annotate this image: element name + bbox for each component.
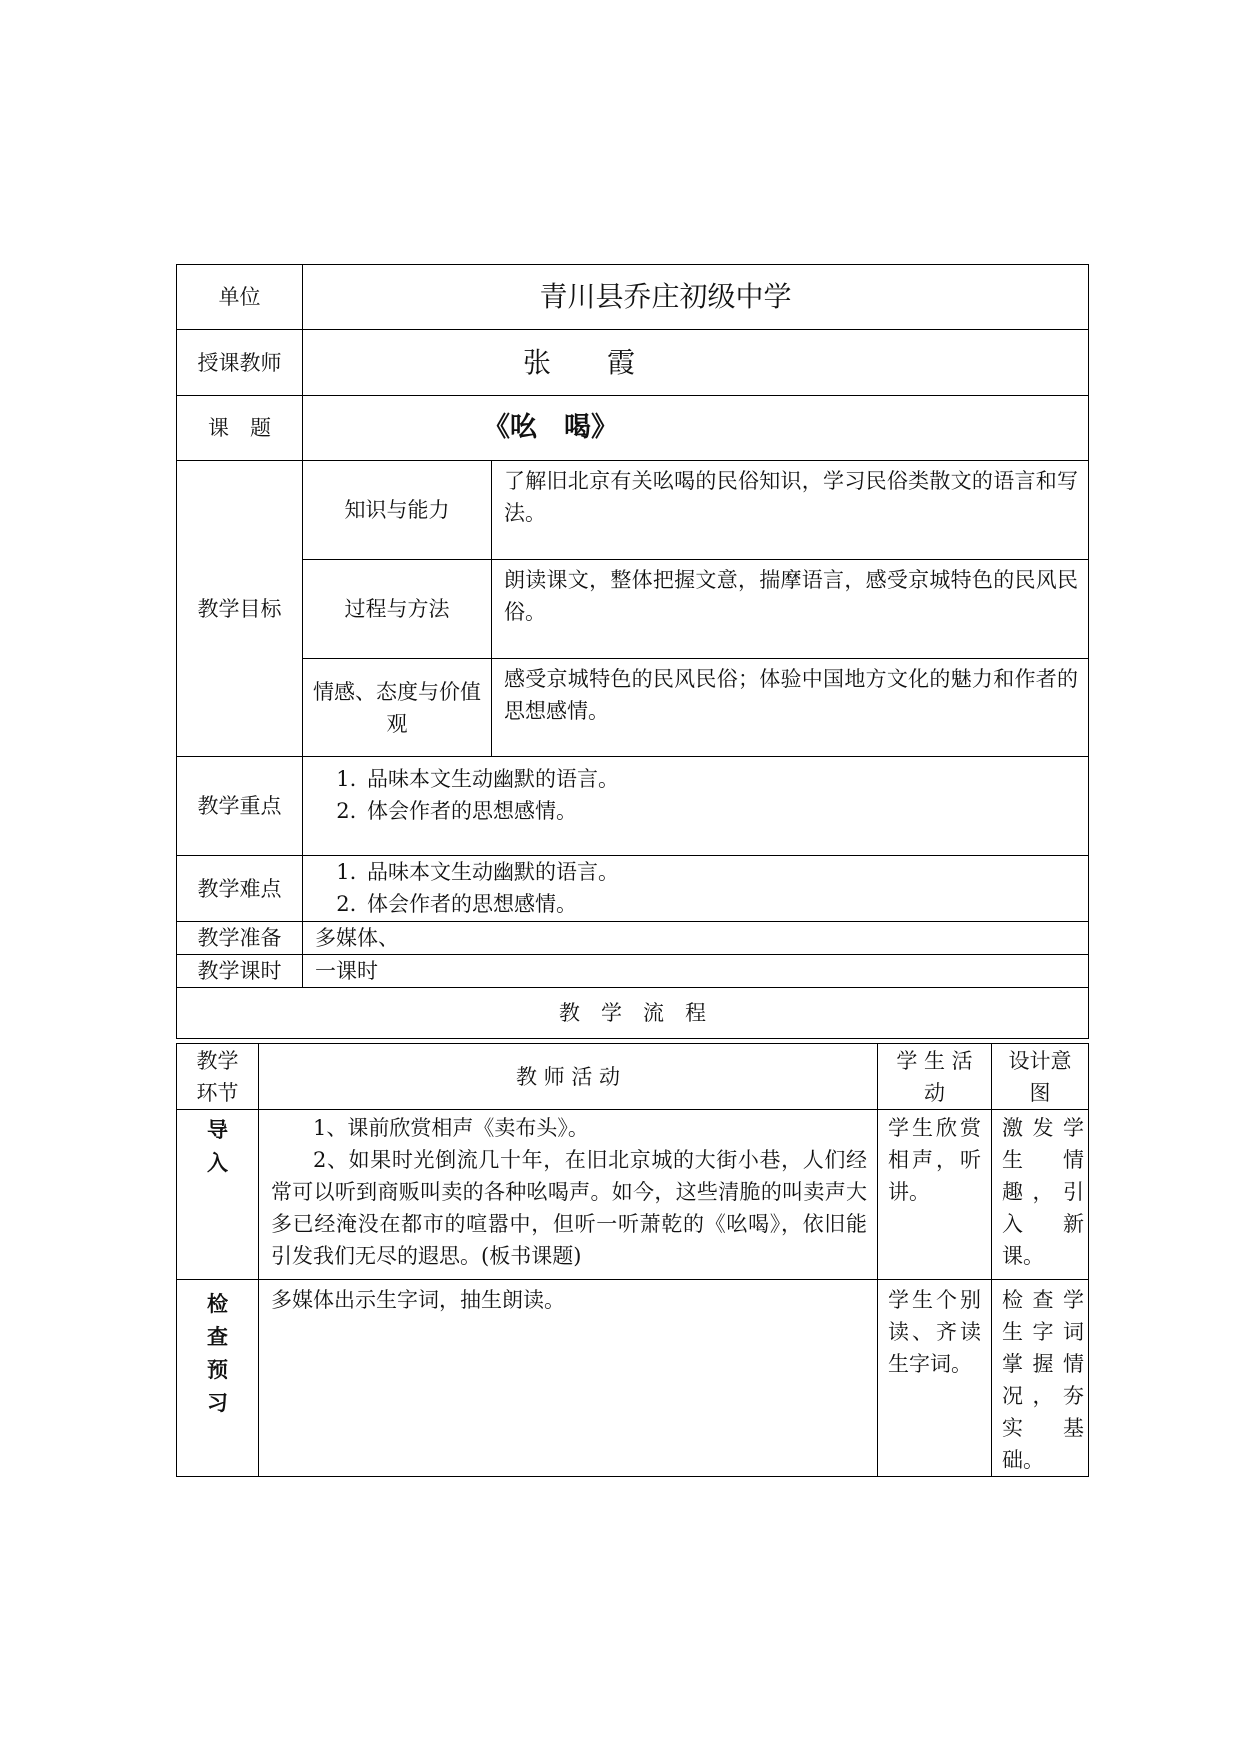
topic-row bbox=[177, 396, 1089, 461]
goal-category: 知识与能力 bbox=[303, 461, 492, 560]
key-points-row bbox=[177, 757, 1089, 856]
teacher-activity-line: 1、课前欣赏相声《卖布头》。 bbox=[313, 1116, 589, 1140]
flow-title-row bbox=[177, 988, 1089, 1039]
goal-text: 了解旧北京有关吆喝的民俗知识，学习民俗类散文的语言和写法。 bbox=[492, 461, 1089, 560]
stage-cell: 导入 bbox=[177, 1110, 259, 1280]
student-activity-cell: 学生欣赏相声，听讲。 bbox=[878, 1110, 992, 1280]
lesson-info-table bbox=[176, 264, 1089, 1039]
difficulties-row bbox=[177, 856, 1089, 922]
goal-text: 朗读课文，整体把握文意，揣摩语言，感受京城特色的民风民俗。 bbox=[492, 560, 1089, 659]
stage-cell: 检查预习 bbox=[177, 1280, 259, 1477]
unit-row bbox=[177, 265, 1089, 330]
hours-value: 一课时 bbox=[303, 955, 1089, 988]
key-points-label: 教学重点 bbox=[177, 757, 303, 856]
teacher-value: 张 霞 bbox=[303, 330, 1089, 396]
unit-label: 单位 bbox=[177, 265, 303, 330]
list-item: 1. 品味本文生动幽默的语言。 bbox=[363, 856, 1088, 888]
preparation-label: 教学准备 bbox=[177, 922, 303, 955]
teacher-activity-line: 2、如果时光倒流几十年，在旧北京城的大街小巷，人们经常可以听到商贩叫卖的各种吆喝声。如今，这些清脆的叫卖声大多已经淹没在都市的喧嚣中，但听一听萧乾的《吆喝》，依旧能引发我们无尽的遐思。(板书课题) bbox=[271, 1148, 867, 1268]
goal-text: 感受京城特色的民风民俗；体验中国地方文化的魅力和作者的思想感情。 bbox=[492, 659, 1089, 757]
goals-label: 教学目标 bbox=[177, 461, 303, 757]
goal-category: 情感、态度与价值观 bbox=[303, 659, 492, 757]
difficulties-list bbox=[303, 856, 1089, 922]
preparation-value: 多媒体、 bbox=[303, 922, 1089, 955]
flow-title: 教 学 流 程 bbox=[177, 988, 1089, 1039]
preparation-row bbox=[177, 922, 1089, 955]
design-intent-cell: 激发学生情趣，引入新课。 bbox=[992, 1110, 1089, 1280]
teacher-activity-cell bbox=[259, 1280, 878, 1477]
teacher-activity-line: 多媒体出示生字词，抽生朗读。 bbox=[271, 1288, 565, 1312]
unit-value: 青川县乔庄初级中学 bbox=[303, 265, 1089, 330]
list-item: 2. 体会作者的思想感情。 bbox=[363, 795, 1088, 827]
topic-label: 课 题 bbox=[177, 396, 303, 461]
teacher-activity-header: 教 师 活 动 bbox=[259, 1044, 878, 1110]
flow-header-row bbox=[177, 1044, 1089, 1110]
difficulties-label: 教学难点 bbox=[177, 856, 303, 922]
student-activity-cell: 学生个别读、齐读生字词。 bbox=[878, 1280, 992, 1477]
hours-row bbox=[177, 955, 1089, 988]
goal-row-3 bbox=[177, 659, 1089, 757]
key-points-list bbox=[303, 757, 1089, 856]
flow-row bbox=[177, 1280, 1089, 1477]
stage-header: 教学环节 bbox=[177, 1044, 259, 1110]
teacher-label: 授课教师 bbox=[177, 330, 303, 396]
hours-label: 教学课时 bbox=[177, 955, 303, 988]
list-item: 2. 体会作者的思想感情。 bbox=[363, 888, 1088, 920]
teacher-activity-cell bbox=[259, 1110, 878, 1280]
list-item: 1. 品味本文生动幽默的语言。 bbox=[363, 763, 1088, 795]
flow-row bbox=[177, 1110, 1089, 1280]
topic-value: 《吆 喝》 bbox=[303, 396, 1089, 461]
design-intent-cell: 检查学生字词掌握情况，夯实基础。 bbox=[992, 1280, 1089, 1477]
goal-row-1 bbox=[177, 461, 1089, 560]
design-intent-header: 设计意图 bbox=[992, 1044, 1089, 1110]
teaching-flow-table bbox=[176, 1043, 1089, 1477]
goal-category: 过程与方法 bbox=[303, 560, 492, 659]
student-activity-header: 学 生 活 动 bbox=[878, 1044, 992, 1110]
teacher-row bbox=[177, 330, 1089, 396]
goal-row-2 bbox=[177, 560, 1089, 659]
